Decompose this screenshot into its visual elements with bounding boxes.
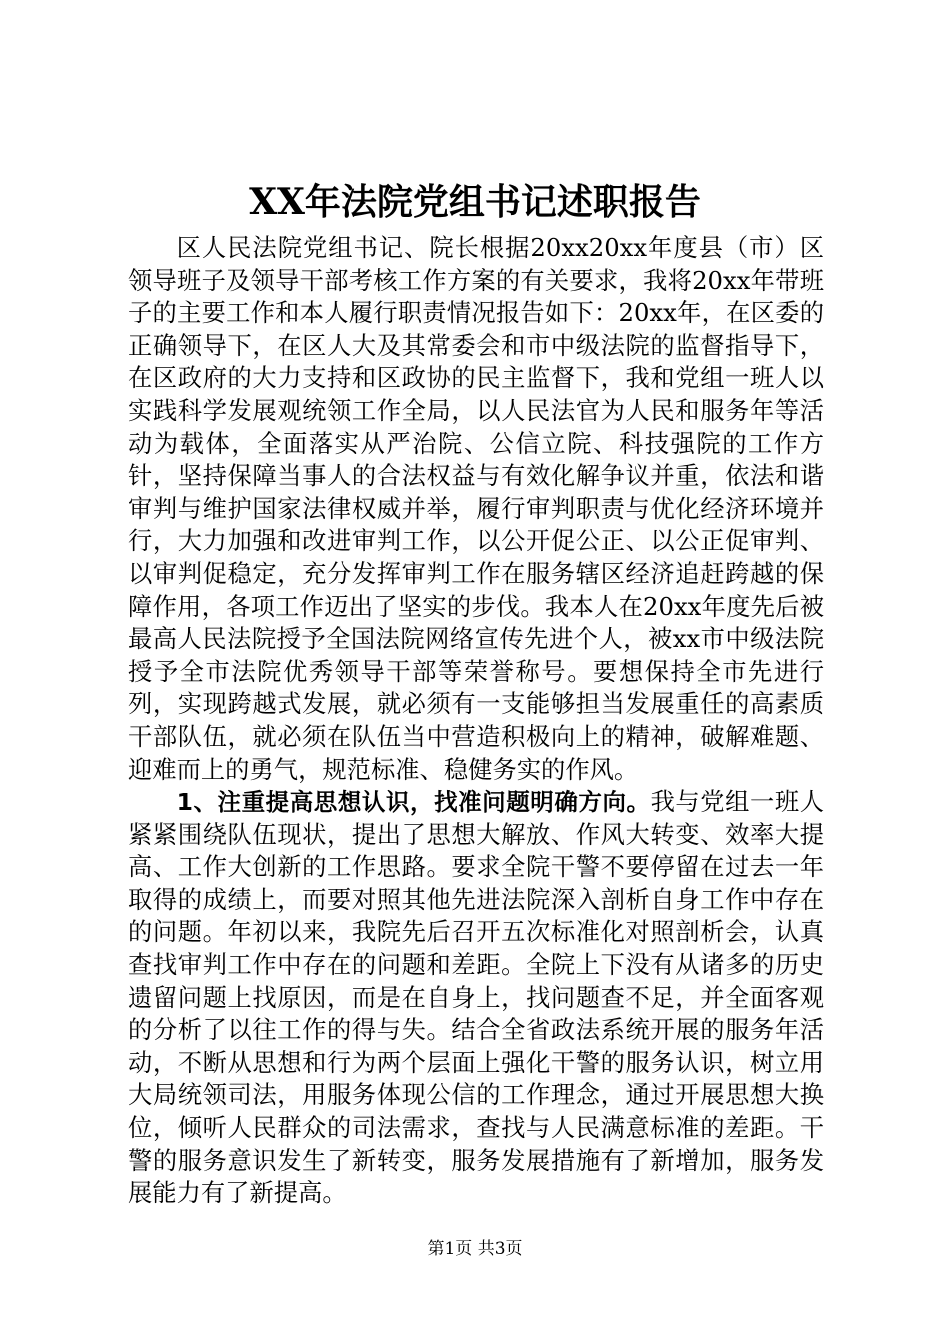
document-title: XX年法院党组书记述职报告 xyxy=(249,181,701,223)
paragraph-intro-text: 区人民法院党组书记、院长根据20xx20xx年度县（市）区领导班子及领导干部考核工作方案的有关要求，我将20xx年带班子的主要工作和本人履行职责情况报告如下：20xx年，在区委的正确领导下，在区人大及其常委会和市中级法院的监督指导下，在区政府的大力支持和区政协的民主监督下，我和党组一班人以实践科学发展观统领工作全局，以人民法官为人民和服务年等活动为载体，全面落实从严治院、公信立院、科技强院的工作方针，坚持保障当事人的合法权益与有效化解争议并重，依法和谐审判与维护国家法律权威并举，履行审判职责与优化经济环境并行，大力加强和改进审判工作，以公开促公正、以公正促审判、以审判促稳定，充分发挥审判工作在服务辖区经济追赶跨越的保障作用，各项工作迈出了坚实的步伐。我本人在20xx年度先后被最高人民法院授予全国法院网络宣传先进个人，被xx市中级法院授予全市法院优秀领导干部等荣誉称号。要想保持全市先进行列，实现跨越式发展，就必须有一支能够担当发展重任的高素质干部队伍，就必须在队伍当中营造积极向上的精神，破解难题、迎难而上的勇气，规范标准、稳健务实的作风。 xyxy=(128,233,824,784)
paragraph-intro xyxy=(128,232,824,786)
page-number-footer: 第1页 共3页 xyxy=(427,1239,523,1259)
section-1-heading: 1、注重提高思想认识，找准问题明确方向。 xyxy=(176,788,651,817)
section-1-text: 我与党组一班人紧紧围绕队伍现状，提出了思想大解放、作风大转变、效率大提高、工作大创新的工作思路。要求全院干警不要停留在过去一年取得的成绩上，而要对照其他先进法院深入剖析自身工作中存在的问题。年初以来，我院先后召开五次标准化对照剖析会，认真查找审判工作中存在的问题和差距。全院上下没有从诸多的历史遗留问题上找原因，而是在自身上，找问题查不足，并全面客观的分析了以往工作的得与失。结合全省政法系统开展的服务年活动，不断从思想和行为两个层面上强化干警的服务认识，树立用大局统领司法，用服务体现公信的工作理念，通过开展思想大换位，倾听人民群众的司法需求，查找与人民满意标准的差距。干警的服务意识发生了新转变，服务发展措施有了新增加，服务发展能力有了新提高。 xyxy=(128,787,824,1208)
document-body xyxy=(128,232,824,1210)
paragraph-section-1 xyxy=(128,786,824,1210)
